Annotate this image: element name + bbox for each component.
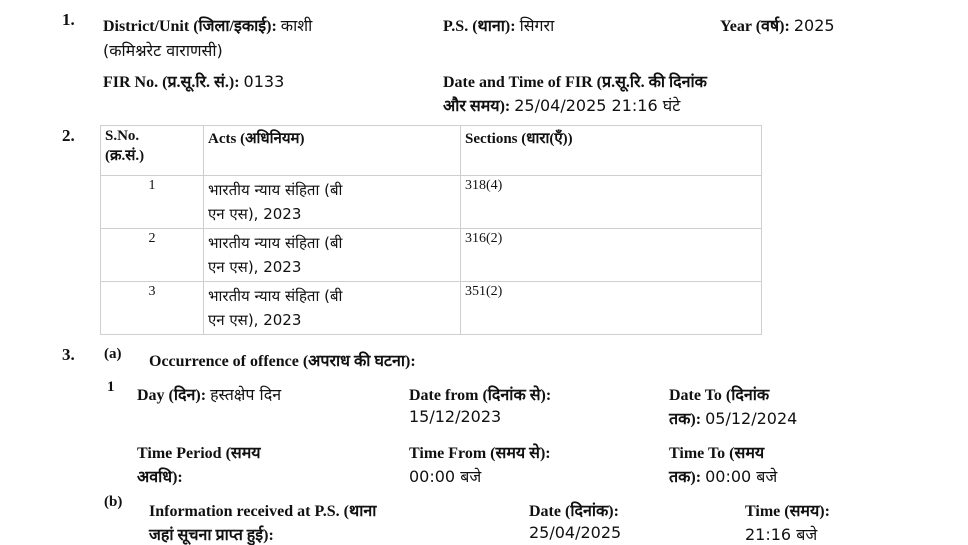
time-from-value: 00:00 बजे xyxy=(409,467,482,486)
row-act xyxy=(204,282,461,335)
table-header-row xyxy=(101,126,762,176)
sections-header: Sections (धारा(एँ)) xyxy=(461,126,762,176)
fir-datetime-value: 25/04/2025 21:16 घंटे xyxy=(514,96,681,115)
time-to-label-line1: Time To (समय xyxy=(669,445,765,462)
info-received-label-line1: Information received at P.S. (थाना xyxy=(149,503,377,520)
section-2-number: 2. xyxy=(62,126,75,145)
occurrence-title: Occurrence of offence (अपराध की घटना): xyxy=(149,353,416,370)
occurrence-item-number: 1 xyxy=(107,379,115,395)
fir-number-label: FIR No. (प्र.सू.रि. सं.): xyxy=(103,74,240,91)
ps-field xyxy=(443,14,554,36)
fir-datetime-field xyxy=(443,94,680,116)
ps-value: सिगरा xyxy=(519,16,555,35)
subsection-b-marker: (b) xyxy=(104,494,123,510)
row-act-line2: एन एस), 2023 xyxy=(208,311,302,329)
date-to-field xyxy=(669,407,797,429)
section-1-number: 1. xyxy=(62,10,75,29)
time-to-value: 00:00 बजे xyxy=(705,467,778,486)
row-section: 316(2) xyxy=(461,229,762,282)
row-act-line1: भारतीय न्याय संहिता (बी xyxy=(208,181,343,199)
date-to-label-line2: तक): xyxy=(669,411,702,428)
row-act-line2: एन एस), 2023 xyxy=(208,205,302,223)
day-value: हस्तक्षेप दिन xyxy=(210,385,282,404)
acts-sections-table xyxy=(100,125,762,335)
sno-header-line1: S.No. xyxy=(105,128,140,144)
row-act-line2: एन एस), 2023 xyxy=(208,258,302,276)
district-value: काशी xyxy=(280,16,313,35)
row-act-line1: भारतीय न्याय संहिता (बी xyxy=(208,234,343,252)
table-row xyxy=(101,176,762,229)
table-row xyxy=(101,282,762,335)
info-received-label-line2: जहां सूचना प्राप्त हुई): xyxy=(149,527,274,544)
day-label: Day (दिन): xyxy=(137,387,207,404)
fir-datetime-label-line1: Date and Time of FIR (प्र.सू.रि. की दिनांक xyxy=(443,74,707,91)
time-to-field xyxy=(669,465,777,487)
info-date-value: 25/04/2025 xyxy=(529,523,622,542)
subsection-a-marker: (a) xyxy=(104,346,122,362)
table-row xyxy=(101,229,762,282)
row-sno: 2 xyxy=(101,229,204,282)
sno-header-line2: (क्र.सं.) xyxy=(105,148,145,164)
date-from-value: 15/12/2023 xyxy=(409,407,502,426)
row-act xyxy=(204,176,461,229)
row-act-line1: भारतीय न्याय संहिता (बी xyxy=(208,287,343,305)
time-from-label: Time From (समय से): xyxy=(409,445,551,462)
sno-header xyxy=(101,126,204,176)
row-act xyxy=(204,229,461,282)
row-sno: 1 xyxy=(101,176,204,229)
info-date-label: Date (दिनांक): xyxy=(529,503,619,520)
date-to-label-line1: Date To (दिनांक xyxy=(669,387,770,404)
info-time-label: Time (समय): xyxy=(745,503,830,520)
fir-number-field xyxy=(103,70,284,92)
section-3-number: 3. xyxy=(62,345,75,364)
district-field xyxy=(103,14,312,36)
date-to-value: 05/12/2024 xyxy=(705,409,798,428)
time-period-label-line1: Time Period (समय xyxy=(137,445,261,462)
info-time-value: 21:16 बजे xyxy=(745,525,818,544)
year-label: Year (वर्ष): xyxy=(720,18,790,35)
row-section: 318(4) xyxy=(461,176,762,229)
row-sno: 3 xyxy=(101,282,204,335)
district-label: District/Unit (जिला/इकाई): xyxy=(103,18,277,35)
row-section: 351(2) xyxy=(461,282,762,335)
year-field xyxy=(720,14,835,36)
day-field xyxy=(137,383,281,405)
time-to-label-line2: तक): xyxy=(669,469,702,486)
district-value-line2: (कमिश्नरेट वाराणसी) xyxy=(103,41,223,60)
fir-number-value: 0133 xyxy=(243,72,285,91)
time-period-label-line2: अवधि): xyxy=(137,469,183,486)
date-from-label: Date from (दिनांक से): xyxy=(409,387,552,404)
ps-label: P.S. (थाना): xyxy=(443,18,516,35)
year-value: 2025 xyxy=(793,16,835,35)
fir-datetime-label-line2: और समय): xyxy=(443,98,511,115)
acts-header: Acts (अधिनियम) xyxy=(204,126,461,176)
